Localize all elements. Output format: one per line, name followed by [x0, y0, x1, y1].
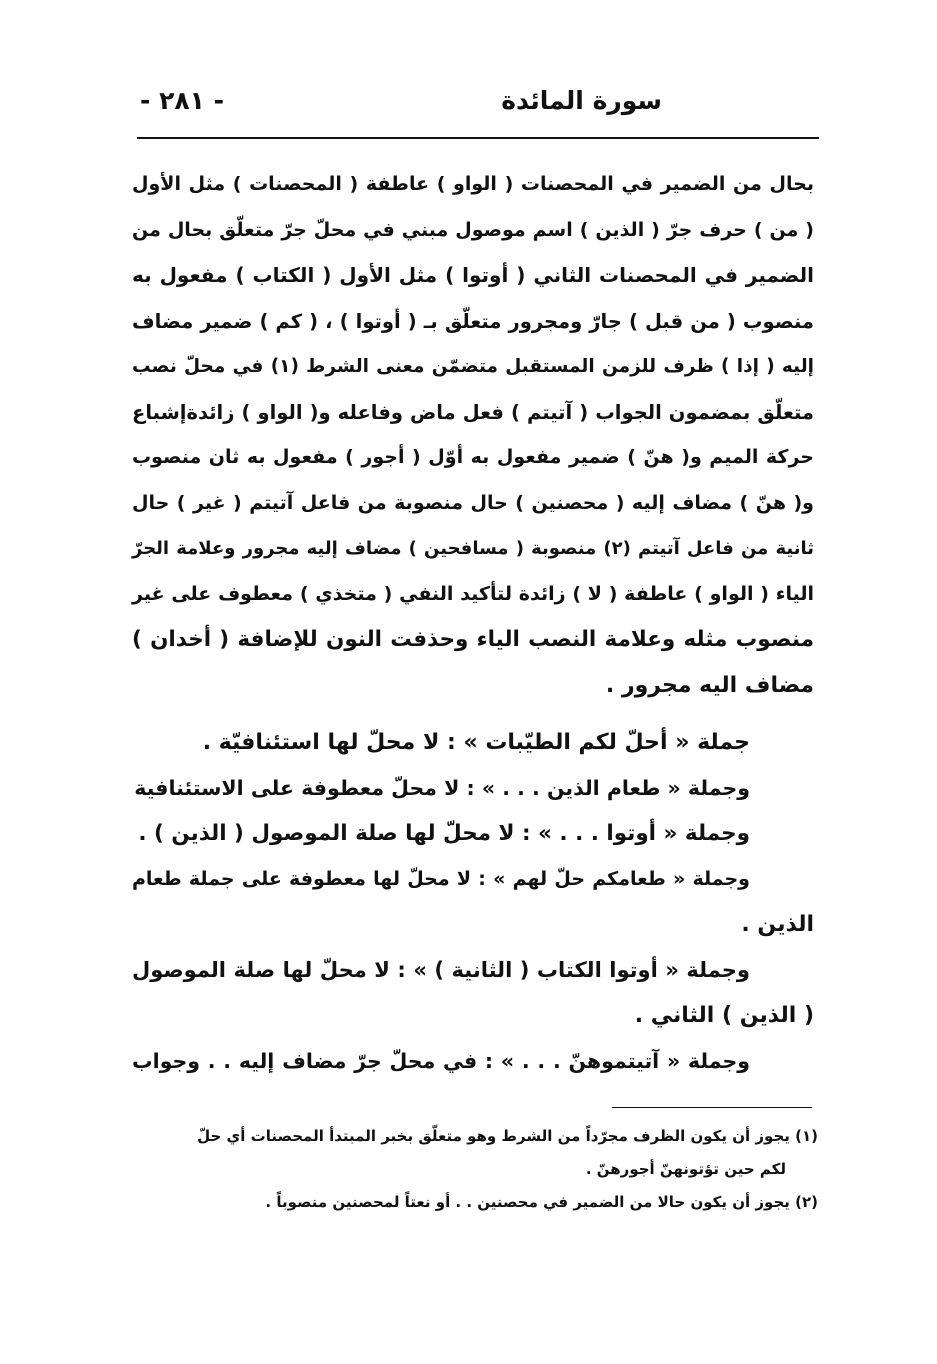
sentence-line: وجملة « أوتوا الكتاب ( الثانية ) » : لا محلّ لها صلة الموصول	[132, 957, 750, 982]
spacer	[132, 708, 814, 720]
text-line: حركة الميم و( هنّ ) ضمير مفعول به أوّل ( أجور ) مفعول به ثان منصوب	[132, 446, 814, 468]
footnote-line: لكم حين تؤتونهنّ أجورهنّ .	[585, 1160, 786, 1178]
sentence-line: ( الذين ) الثاني .	[634, 1003, 814, 1028]
text-line: منصوب ( من قبل ) جارّ ومجرور متعلّق بـ ( أوتوا ) ، ( كم ) ضمير مضاف	[132, 309, 814, 333]
header-divider	[137, 137, 819, 139]
footnote-line: (١) يجوز أن يكون الظرف مجرّداً من الشرط وهو متعلّق بخبر المبتدأ المحصنات أي حلّ	[197, 1127, 818, 1145]
sentence-line: وجملة « طعامكم حلّ لهم » : لا محلّ لها معطوفة على جملة طعام	[132, 867, 750, 890]
sentence-line: وجملة « أوتوا . . . » : لا محلّ لها صلة الموصول ( الذين ) .	[138, 821, 750, 846]
text-line: ( من ) حرف جرّ ( الذين ) اسم موصول مبني في محلّ جرّ متعلّق بحال من	[132, 218, 814, 241]
sentence-line: جملة « أحلّ لكم الطيّبات » : لا محلّ لها استئنافيّة .	[202, 730, 750, 755]
footnote-divider	[612, 1107, 812, 1108]
text-line: إليه ( إذا ) ظرف للزمن المستقبل متضمّن معنى الشرط (١) في محلّ نصب	[132, 356, 814, 377]
text-line: بحال من الضمير في المحصنات ( الواو ) عاطفة ( المحصنات ) مثل الأول	[132, 173, 814, 195]
page-header	[140, 86, 812, 126]
text-line: الياء ( الواو ) عاطفة ( لا ) زائدة لتأكيد النفي ( متخذي ) معطوف على غير	[132, 582, 814, 605]
text-line: منصوب مثله وعلامة النصب الياء وحذفت النون للإضافة ( أخدان )	[132, 627, 814, 652]
text-line: و( هنّ ) مضاف إليه ( محصنين ) حال منصوبة من فاعل آتيتم ( غير ) حال	[132, 491, 814, 514]
page-title: سورة المائدة	[501, 86, 662, 115]
text-line: ثانية من فاعل آتيتم (٢) منصوبة ( مسافحين ) مضاف إليه مجرور وعلامة الجرّ	[132, 538, 814, 559]
page-body	[132, 162, 814, 1084]
sentence-line: الذين .	[741, 912, 814, 937]
sentence-line: وجملة « آتيتموهنّ . . . » : في محلّ جرّ مضاف إليه . . وجواب	[132, 1048, 750, 1073]
text-line: مضاف اليه مجرور .	[605, 672, 814, 698]
footnote-line: (٢) يجوز أن يكون حالا من الضمير في محصنين . . أو نعتاً لمحصنين منصوباً .	[265, 1193, 818, 1211]
sentence-line: وجملة « طعام الذين . . . » : لا محلّ معطوفة على الاستئنافية	[134, 775, 750, 800]
footnotes	[140, 1120, 818, 1219]
page-number: - ٢٨١ -	[140, 86, 224, 115]
text-line: الضمير في المحصنات الثاني ( أوتوا ) مثل الأول ( الكتاب ) مفعول به	[132, 263, 814, 287]
text-line: متعلّق بمضمون الجواب ( آتيتم ) فعل ماض وفاعله و( الواو ) زائدةإشباع	[132, 400, 814, 424]
